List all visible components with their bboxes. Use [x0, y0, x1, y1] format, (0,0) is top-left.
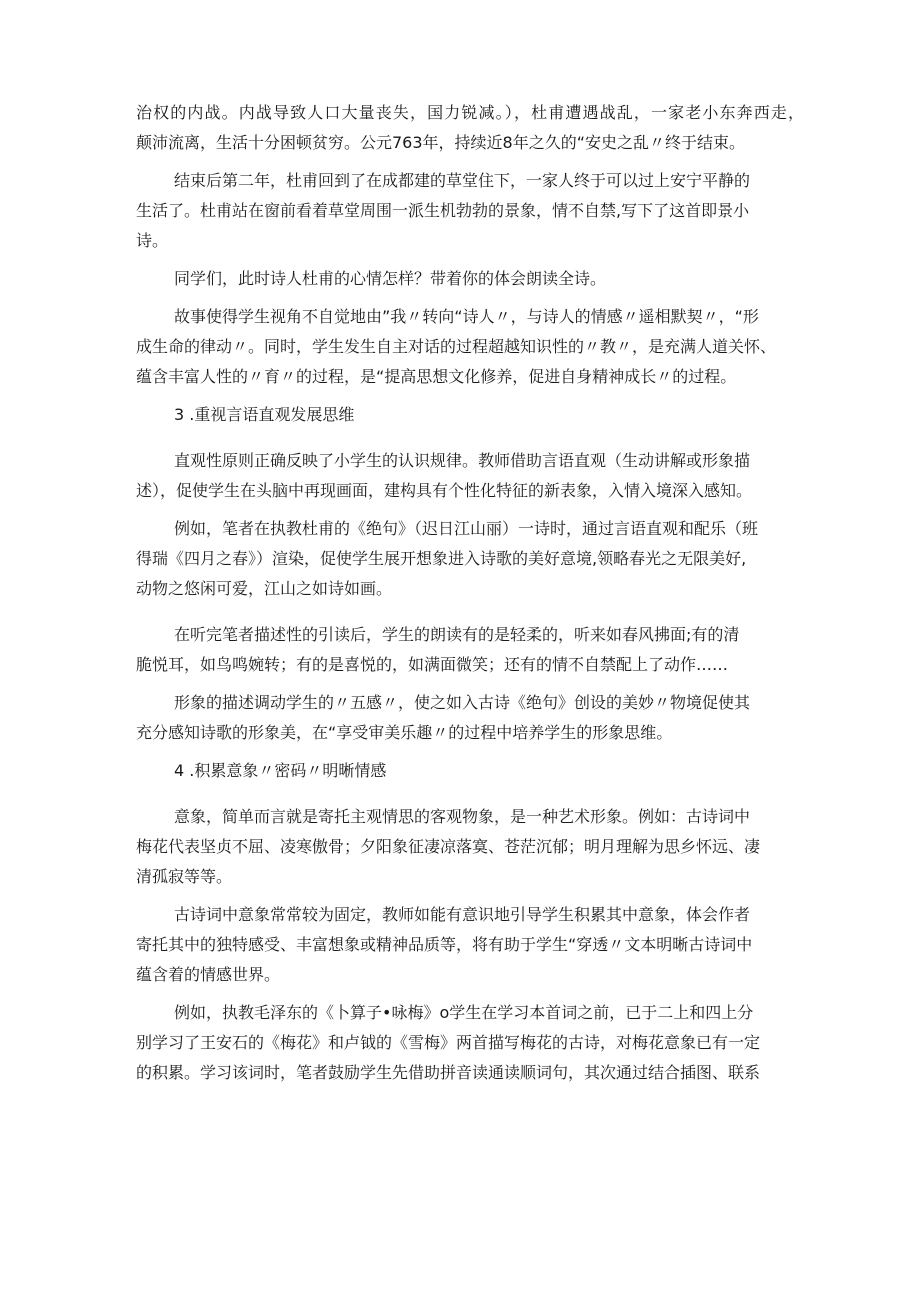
text-line: 治权的内战。内战导致人口大量丧失，国力锐减。），杜甫遭遇战乱，一家老小东奔西走，	[136, 103, 804, 122]
paragraph	[136, 264, 804, 294]
text-line: 得瑞《四月之春》）渲染，促使学生展开想象进入诗歌的美好意境,领略春光之无限美好,	[136, 549, 747, 568]
text-line: 形象的描述调动学生的〃五感〃，使之如入古诗《绝句》创设的美妙〃物境促使其	[174, 693, 751, 712]
paragraph	[136, 802, 804, 892]
paragraph	[136, 166, 804, 256]
text-line: 寄托其中的独特感受、丰富想象或精神品质等，将有助于学生“穿透〃文本明晰古诗词中	[136, 935, 753, 954]
text-line: 结束后第二年，杜甫回到了在成都建的草堂住下，一家人终于可以过上安宁平静的	[174, 171, 751, 190]
paragraph	[136, 446, 804, 506]
text-line: 同学们，此时诗人杜甫的心情怎样？带着你的体会朗读全诗。	[174, 269, 607, 288]
text-line: 诗。	[136, 231, 169, 250]
text-line: 脆悦耳，如鸟鸣婉转；有的是喜悦的，如满面微笑；还有的情不自禁配上了动作……	[136, 655, 729, 674]
text-line: 蕴含丰富人性的〃育〃的过程，是“提高思想文化修养，促进自身精神成长〃的过程。	[136, 367, 737, 386]
text-line: 古诗词中意象常常较为固定，教师如能有意识地引导学生积累其中意象，体会作者	[174, 905, 751, 924]
text-line: 述），促使学生在头脑中再现画面，建构具有个性化特征的新表象，入情入境深入感知。	[136, 481, 753, 500]
paragraph	[136, 900, 804, 990]
section-heading: 3 .重视言语直观发展思维	[174, 405, 355, 424]
paragraph	[136, 998, 804, 1088]
text-line: 梅花代表坚贞不屈、凌寒傲骨；夕阳象征凄凉落寞、苍茫沉郁；明月理解为思乡怀远、凄	[136, 837, 761, 856]
document-body	[136, 98, 804, 1088]
text-line: 蕴含着的情感世界。	[136, 965, 281, 984]
text-line: 别学习了王安石的《梅花》和卢钺的《雪梅》两首描写梅花的古诗，对梅花意象已有一定	[136, 1033, 761, 1052]
paragraph	[136, 514, 804, 604]
text-line: 的积累。学习该词时，笔者鼓励学生先借助拼音读通读顺词句，其次通过结合插图、联系	[136, 1063, 761, 1082]
text-line: 充分感知诗歌的形象美，在“享受审美乐趣〃的过程中培养学生的形象思维。	[136, 723, 673, 742]
paragraph	[136, 620, 804, 680]
text-line: 例如，执教毛泽东的《卜算子•咏梅》o学生在学习本首词之前，已于二上和四上分	[174, 1003, 754, 1022]
text-line: 在听完笔者描述性的引读后，学生的朗读有的是轻柔的，听来如春风拂面;有的清	[174, 625, 740, 644]
text-line: 生活了。杜甫站在窗前看着草堂周围一派生机勃勃的景象，情不自禁,写下了这首即景小	[136, 201, 750, 220]
paragraph	[136, 98, 804, 158]
text-line: 成生命的律动〃。同时，学生发生自主对话的过程超越知识性的〃教〃，是充满人道关怀、	[136, 337, 777, 356]
paragraph	[136, 302, 804, 392]
text-line: 直观性原则正确反映了小学生的认识规律。教师借助言语直观（生动讲解或形象描	[174, 451, 751, 470]
text-line: 动物之悠闲可爱，江山之如诗如画。	[136, 579, 393, 598]
text-line: 清孤寂等等。	[136, 867, 233, 886]
paragraph	[136, 688, 804, 748]
text-line: 意象，简单而言就是寄托主观情思的客观物象，是一种艺术形象。例如：古诗词中	[174, 807, 751, 826]
text-line: 例如，笔者在执教杜甫的《绝句》（迟日江山丽）一诗时，通过言语直观和配乐（班	[174, 519, 759, 538]
text-line: 颠沛流离，生活十分困顿贫穷。公元763年，持续近8年之久的“安史之乱〃终于结束。	[136, 133, 746, 152]
text-line: 故事使得学生视角不自觉地由”我〃转向“诗人〃，与诗人的情感〃遥相默契〃，“形	[174, 307, 759, 326]
section-heading: 4 .积累意象〃密码〃明晰情感	[174, 761, 387, 780]
